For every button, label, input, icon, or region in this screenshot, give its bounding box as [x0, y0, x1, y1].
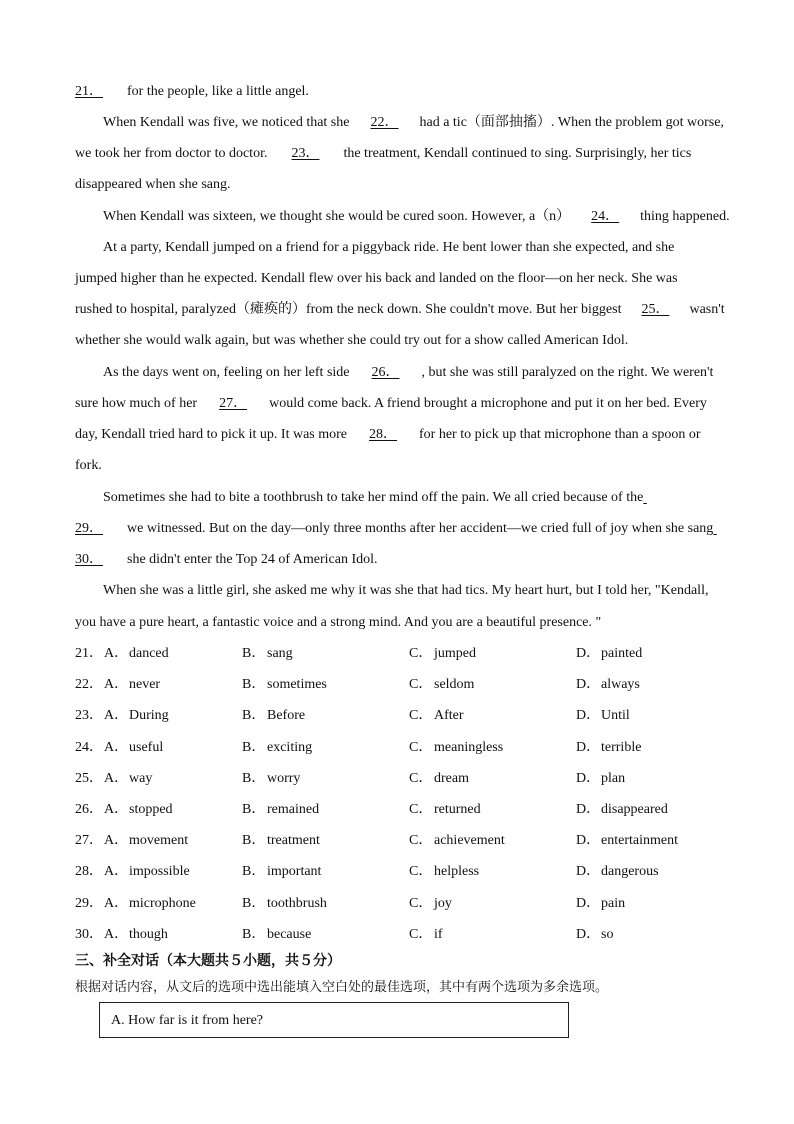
- blank-27: 27．: [219, 396, 248, 411]
- question-row: [75, 706, 755, 726]
- option-d[interactable]: D．entertainment: [576, 833, 678, 848]
- option-a[interactable]: A．useful: [104, 740, 164, 755]
- passage-line: [75, 331, 754, 351]
- option-c[interactable]: C． achievement: [409, 833, 505, 848]
- option-a[interactable]: A．though: [104, 927, 168, 942]
- passage-line: [103, 113, 754, 133]
- passage-line: [75, 613, 754, 633]
- question-row: [75, 800, 755, 820]
- option-c[interactable]: C． After: [409, 708, 464, 723]
- option-d[interactable]: D．painted: [576, 646, 643, 661]
- passage-line: [103, 363, 754, 383]
- question-row: [75, 675, 755, 695]
- question-number: 22．: [75, 677, 103, 692]
- passage-text: As the days went on, feeling on her left side: [103, 365, 350, 380]
- question-number: 23．: [75, 708, 103, 723]
- passage-line: [103, 207, 754, 227]
- passage-text: for her to pick up that microphone than a spoon or: [419, 427, 701, 442]
- passage-text: Sometimes she had to bite a toothbrush to take her mind off the pain. We all cried because of the: [103, 490, 644, 505]
- option-a[interactable]: A．microphone: [104, 896, 196, 911]
- passage-line: [103, 581, 754, 601]
- blank-29-lead: [643, 488, 663, 508]
- option-d[interactable]: D．Until: [576, 708, 630, 723]
- question-row: [75, 862, 755, 882]
- passage-line: [75, 175, 754, 195]
- passage-text: whether she would walk again, but was whether she could try out for a show called American Idol.: [75, 333, 629, 348]
- passage-text: disappeared when she sang.: [75, 177, 231, 192]
- option-d[interactable]: D．disappeared: [576, 802, 668, 817]
- passage-line: [75, 425, 754, 445]
- question-number: 28．: [75, 864, 103, 879]
- question-number: 25．: [75, 771, 103, 786]
- option-b[interactable]: B． treatment: [242, 833, 320, 848]
- passage-text: fork.: [75, 458, 102, 473]
- option-d[interactable]: D．so: [576, 927, 614, 942]
- passage-text: When Kendall was five, we noticed that she: [103, 115, 350, 130]
- passage-line: [103, 238, 754, 258]
- option-b[interactable]: B． sometimes: [242, 677, 327, 692]
- passage-text: we witnessed. But on the day—only three months after her accident—we cried full of joy when she sang: [127, 521, 714, 536]
- passage-text: jumped higher than he expected. Kendall flew over his back and landed on the floor—on her neck. She was: [75, 271, 678, 286]
- passage-text: had a tic（面部抽搐）. When the problem got worse,: [419, 115, 724, 130]
- question-row: [75, 769, 755, 789]
- option-c[interactable]: C． joy: [409, 896, 452, 911]
- passage-line: [75, 82, 754, 102]
- section-title: 三、补全对话（本大题共５小题，共５分）: [75, 953, 341, 969]
- option-a[interactable]: A．never: [104, 677, 161, 692]
- passage-line: [75, 456, 754, 476]
- option-d[interactable]: D．dangerous: [576, 864, 659, 879]
- question-number: 29．: [75, 896, 103, 911]
- question-row: [75, 738, 755, 758]
- option-b[interactable]: B． worry: [242, 771, 301, 786]
- option-d[interactable]: D．plan: [576, 771, 626, 786]
- option-box: [99, 1002, 569, 1038]
- option-box-item: A. How far is it from here?: [111, 1013, 264, 1028]
- option-d[interactable]: D．always: [576, 677, 640, 692]
- option-b[interactable]: B． exciting: [242, 740, 313, 755]
- option-b[interactable]: B． toothbrush: [242, 896, 327, 911]
- blank-21: 21．: [75, 84, 103, 99]
- option-b[interactable]: B． important: [242, 864, 322, 879]
- passage-text: When she was a little girl, she asked me why it was she that had tics. My heart hurt, but I told her, "Kendall,: [103, 583, 709, 598]
- passage-text: day, Kendall tried hard to pick it up. It was more: [75, 427, 348, 442]
- passage-line: [75, 394, 754, 414]
- option-b[interactable]: B． Before: [242, 708, 306, 723]
- option-c[interactable]: C． returned: [409, 802, 481, 817]
- option-a[interactable]: A．way: [104, 771, 153, 786]
- question-row: [75, 644, 755, 664]
- question-number: 24．: [75, 740, 103, 755]
- passage-line: [103, 488, 754, 508]
- option-c[interactable]: C． jumped: [409, 646, 476, 661]
- passage-line: [75, 144, 754, 164]
- passage-text: rushed to hospital, paralyzed（瘫痪的）from the neck down. She couldn't move. But her biggest: [75, 302, 622, 317]
- blank-22: 22．: [370, 115, 399, 130]
- passage-text: wasn't: [689, 302, 725, 317]
- passage-text: we took her from doctor to doctor.: [75, 146, 268, 161]
- passage-line: [75, 550, 754, 570]
- blank-30-lead: [713, 519, 717, 539]
- option-b[interactable]: B． remained: [242, 802, 320, 817]
- option-b[interactable]: B． because: [242, 927, 312, 942]
- option-c[interactable]: C． dream: [409, 771, 469, 786]
- option-a[interactable]: A．danced: [104, 646, 169, 661]
- passage-text: When Kendall was sixteen, we thought she would be cured soon. However, a（n）: [103, 209, 571, 224]
- blank-30: 30．: [75, 552, 103, 567]
- passage-text: the treatment, Kendall continued to sing. Surprisingly, her tics: [343, 146, 692, 161]
- option-c[interactable]: C． seldom: [409, 677, 475, 692]
- blank-29: 29．: [75, 521, 103, 536]
- blank-28: 28．: [369, 427, 398, 442]
- blank-25: 25．: [641, 302, 670, 317]
- blank-23: 23．: [291, 146, 320, 161]
- blank-26: 26．: [371, 365, 400, 380]
- passage-line: [75, 519, 754, 539]
- question-number: 27．: [75, 833, 103, 848]
- question-row: [75, 925, 755, 945]
- blank-24: 24．: [591, 209, 620, 224]
- passage-text: At a party, Kendall jumped on a friend for a piggyback ride. He bent lower than she expected, and she: [103, 240, 675, 255]
- passage-text: , but she was still paralyzed on the right. We weren't: [421, 365, 714, 380]
- passage-text: sure how much of her: [75, 396, 198, 411]
- question-number: 26．: [75, 802, 103, 817]
- passage-text: thing happened.: [640, 209, 730, 224]
- option-a[interactable]: A．During: [104, 708, 169, 723]
- passage-line: [75, 300, 754, 320]
- section-instruction: 根据对话内容，从文后的选项中选出能填入空白处的最佳选项，其中有两个选项为多余选项。: [75, 980, 609, 995]
- question-row: [75, 831, 755, 851]
- question-number: 30．: [75, 927, 103, 942]
- option-c[interactable]: C． helpless: [409, 864, 480, 879]
- option-c[interactable]: C． if: [409, 927, 443, 942]
- passage-text: you have a pure heart, a fantastic voice and a strong mind. And you are a beautiful presence. ": [75, 615, 602, 630]
- question-number: 21．: [75, 646, 103, 661]
- passage-text: would come back. A friend brought a microphone and put it on her bed. Every: [269, 396, 707, 411]
- option-b[interactable]: B． sang: [242, 646, 293, 661]
- passage-line: [75, 269, 754, 289]
- passage-text: for the people, like a little angel.: [127, 84, 309, 99]
- option-c[interactable]: C． meaningless: [409, 740, 504, 755]
- option-a[interactable]: A．impossible: [104, 864, 190, 879]
- option-a[interactable]: A．stopped: [104, 802, 173, 817]
- option-d[interactable]: D．pain: [576, 896, 626, 911]
- question-row: [75, 894, 755, 914]
- option-d[interactable]: D．terrible: [576, 740, 642, 755]
- option-a[interactable]: A．movement: [104, 833, 189, 848]
- passage-text: she didn't enter the Top 24 of American Idol.: [127, 552, 378, 567]
